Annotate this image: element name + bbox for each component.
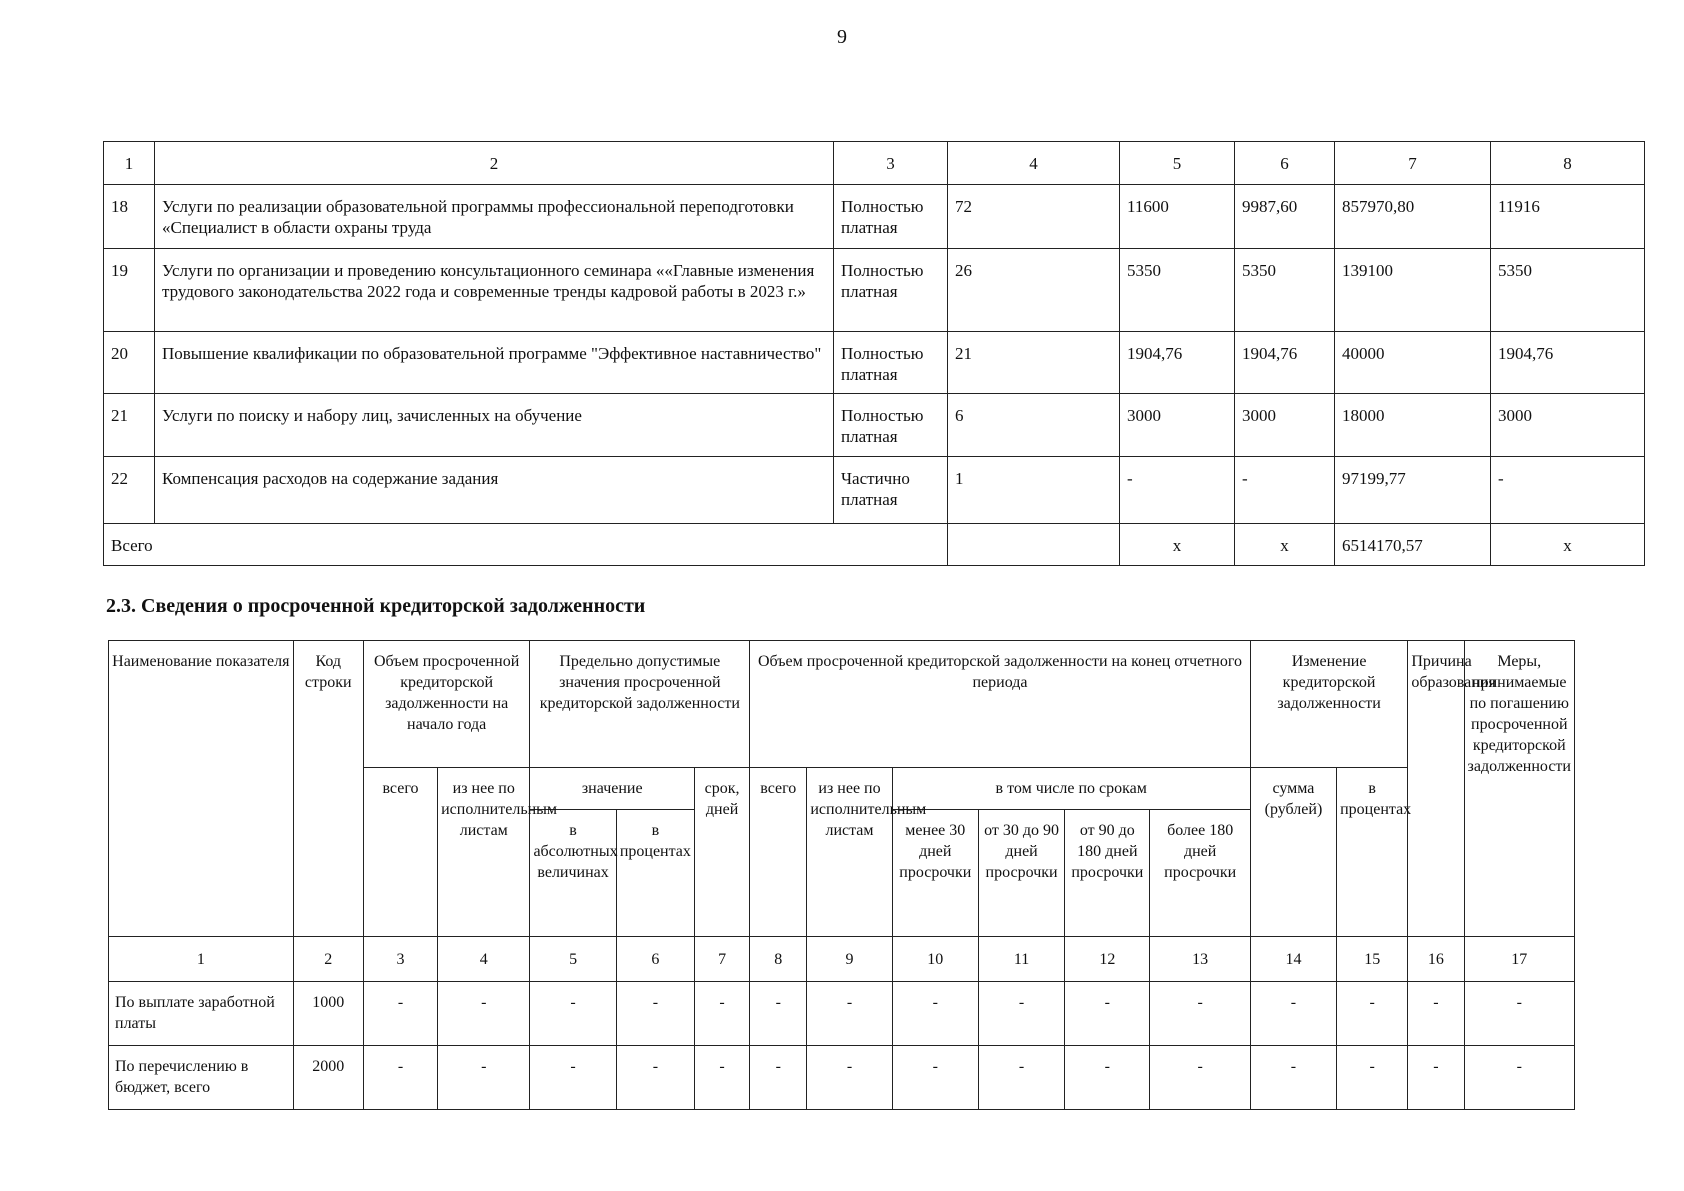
column-number: 6	[616, 937, 694, 982]
column-number: 2	[155, 142, 834, 185]
overdue-payables-table	[108, 640, 1575, 1110]
header-lt30: менее 30 дней просрочки	[892, 810, 978, 937]
cell-value: 11916	[1491, 185, 1645, 249]
cell-value: 139100	[1335, 249, 1491, 332]
cell-value: -	[616, 1046, 694, 1110]
cell-value: -	[1065, 1046, 1150, 1110]
column-number: 14	[1250, 937, 1336, 982]
table-row	[104, 457, 1645, 524]
indicator-name: По перечислению в бюджет, всего	[109, 1046, 294, 1110]
cell-value: 1904,76	[1120, 332, 1235, 394]
cell-value: -	[892, 982, 978, 1046]
cell-value: -	[1150, 982, 1250, 1046]
cell-value: 5350	[1491, 249, 1645, 332]
column-number: 1	[104, 142, 155, 185]
column-number: 7	[694, 937, 749, 982]
cell-value: 72	[948, 185, 1120, 249]
cell-value: -	[978, 1046, 1064, 1110]
cell-value: -	[1464, 982, 1574, 1046]
cell-value: -	[1235, 457, 1335, 524]
total-value: 6514170,57	[1335, 524, 1491, 566]
service-type: Полностью платная	[834, 249, 948, 332]
cell-value: 11600	[1120, 185, 1235, 249]
service-name: Повышение квалификации по образовательной программе "Эффективное наставничество"	[155, 332, 834, 394]
header-in-percent: в процентах	[1337, 768, 1408, 937]
header-change: Изменение кредиторской задолженности	[1250, 641, 1408, 768]
header-term-days: срок, дней	[694, 768, 749, 937]
cell-value: 40000	[1335, 332, 1491, 394]
total-label: Всего	[104, 524, 948, 566]
cell-value: -	[438, 982, 530, 1046]
cell-value: -	[530, 982, 616, 1046]
table-row	[104, 249, 1645, 332]
indicator-name: По выплате заработной платы	[109, 982, 294, 1046]
cell-value: -	[750, 982, 807, 1046]
cell-value: -	[892, 1046, 978, 1110]
header-30-90: от 30 до 90 дней просрочки	[978, 810, 1064, 937]
row-code: 1000	[293, 982, 363, 1046]
total-value: х	[1120, 524, 1235, 566]
cell-value: 1904,76	[1235, 332, 1335, 394]
header-end-volume: Объем просроченной кредиторской задолженности на конец отчетного периода	[750, 641, 1251, 768]
column-number: 16	[1408, 937, 1464, 982]
row-number: 18	[104, 185, 155, 249]
header-name: Наименование показателя	[109, 641, 294, 937]
column-number: 3	[363, 937, 437, 982]
cell-value: -	[1491, 457, 1645, 524]
column-number: 1	[109, 937, 294, 982]
cell-value: 9987,60	[1235, 185, 1335, 249]
column-number: 9	[807, 937, 892, 982]
table-row	[104, 332, 1645, 394]
service-name: Услуги по организации и проведению консультационного семинара ««Главные изменения трудового законодательства 2022 года и современные тренды кадровой работы в 2023 г.»	[155, 249, 834, 332]
cell-value: -	[807, 982, 892, 1046]
header-executive-end: из нее по исполнительным листам	[807, 768, 892, 937]
services-table	[103, 141, 1645, 566]
total-row	[104, 524, 1645, 566]
cell-value: -	[1408, 1046, 1464, 1110]
row-number: 21	[104, 394, 155, 457]
cell-value: -	[1120, 457, 1235, 524]
header-limits: Предельно допустимые значения просроченной кредиторской задолженности	[530, 641, 750, 768]
row-number: 22	[104, 457, 155, 524]
cell-value: -	[616, 982, 694, 1046]
column-number: 8	[1491, 142, 1645, 185]
cell-value: -	[1408, 982, 1464, 1046]
column-number: 8	[750, 937, 807, 982]
section-title: 2.3. Сведения о просроченной кредиторской задолженности	[106, 595, 646, 617]
header-value: значение	[530, 768, 695, 810]
cell-value: 97199,77	[1335, 457, 1491, 524]
page-number: 9	[837, 26, 847, 48]
service-type: Частично платная	[834, 457, 948, 524]
service-name: Компенсация расходов на содержание задания	[155, 457, 834, 524]
cell-value: 5350	[1235, 249, 1335, 332]
cell-value: -	[438, 1046, 530, 1110]
cell-value: 1904,76	[1491, 332, 1645, 394]
table-row	[109, 1046, 1575, 1110]
header-start-volume: Объем просроченной кредиторской задолженности на начало года	[363, 641, 530, 768]
row-number: 20	[104, 332, 155, 394]
table-row	[109, 982, 1575, 1046]
cell-value: -	[363, 1046, 437, 1110]
column-number: 10	[892, 937, 978, 982]
column-number-row	[104, 142, 1645, 185]
column-number: 5	[530, 937, 616, 982]
row-code: 2000	[293, 1046, 363, 1110]
cell-value: 21	[948, 332, 1120, 394]
cell-value: -	[1250, 1046, 1336, 1110]
service-type: Полностью платная	[834, 332, 948, 394]
header-90-180: от 90 до 180 дней просрочки	[1065, 810, 1150, 937]
header-sum-rub: сумма (рублей)	[1250, 768, 1336, 937]
cell-value: 26	[948, 249, 1120, 332]
cell-value: -	[694, 982, 749, 1046]
cell-value: -	[530, 1046, 616, 1110]
cell-value: 3000	[1491, 394, 1645, 457]
column-number-row	[109, 937, 1575, 982]
header-by-terms: в том числе по срокам	[892, 768, 1250, 810]
column-number: 2	[293, 937, 363, 982]
cell-value: -	[1150, 1046, 1250, 1110]
cell-value: 5350	[1120, 249, 1235, 332]
cell-value: -	[1337, 982, 1408, 1046]
column-number: 6	[1235, 142, 1335, 185]
row-number: 19	[104, 249, 155, 332]
header-absolute: в абсолютных величинах	[530, 810, 616, 937]
cell-value: 3000	[1235, 394, 1335, 457]
cell-value: -	[750, 1046, 807, 1110]
cell-value: -	[363, 982, 437, 1046]
table-row	[104, 394, 1645, 457]
column-number: 5	[1120, 142, 1235, 185]
column-number: 12	[1065, 937, 1150, 982]
cell-value: 18000	[1335, 394, 1491, 457]
service-type: Полностью платная	[834, 394, 948, 457]
cell-value: 1	[948, 457, 1120, 524]
cell-value: -	[1250, 982, 1336, 1046]
cell-value: -	[1337, 1046, 1408, 1110]
header-row-1	[109, 641, 1575, 768]
column-number: 4	[438, 937, 530, 982]
service-name: Услуги по реализации образовательной программы профессиональной переподготовки «Специалист в области охраны труда	[155, 185, 834, 249]
cell-value: -	[1065, 982, 1150, 1046]
cell-value: 857970,80	[1335, 185, 1491, 249]
service-type: Полностью платная	[834, 185, 948, 249]
total-value	[948, 524, 1120, 566]
cell-value: -	[1464, 1046, 1574, 1110]
header-measures: Меры, принимаемые по погашению просроченной кредиторской задолженности	[1464, 641, 1574, 937]
cell-value: 3000	[1120, 394, 1235, 457]
column-number: 13	[1150, 937, 1250, 982]
column-number: 17	[1464, 937, 1574, 982]
header-executive: из нее по исполнительным листам	[438, 768, 530, 937]
column-number: 11	[978, 937, 1064, 982]
total-value: х	[1491, 524, 1645, 566]
header-code: Код строки	[293, 641, 363, 937]
header-percent: в процентах	[616, 810, 694, 937]
cell-value: -	[694, 1046, 749, 1110]
header-reason: Причина образования	[1408, 641, 1464, 937]
cell-value: -	[978, 982, 1064, 1046]
table-row	[104, 185, 1645, 249]
column-number: 4	[948, 142, 1120, 185]
cell-value: 6	[948, 394, 1120, 457]
column-number: 3	[834, 142, 948, 185]
cell-value: -	[807, 1046, 892, 1110]
column-number: 15	[1337, 937, 1408, 982]
header-gt180: более 180 дней просрочки	[1150, 810, 1250, 937]
column-number: 7	[1335, 142, 1491, 185]
total-value: х	[1235, 524, 1335, 566]
header-total: всего	[363, 768, 437, 937]
service-name: Услуги по поиску и набору лиц, зачисленных на обучение	[155, 394, 834, 457]
header-total-end: всего	[750, 768, 807, 937]
